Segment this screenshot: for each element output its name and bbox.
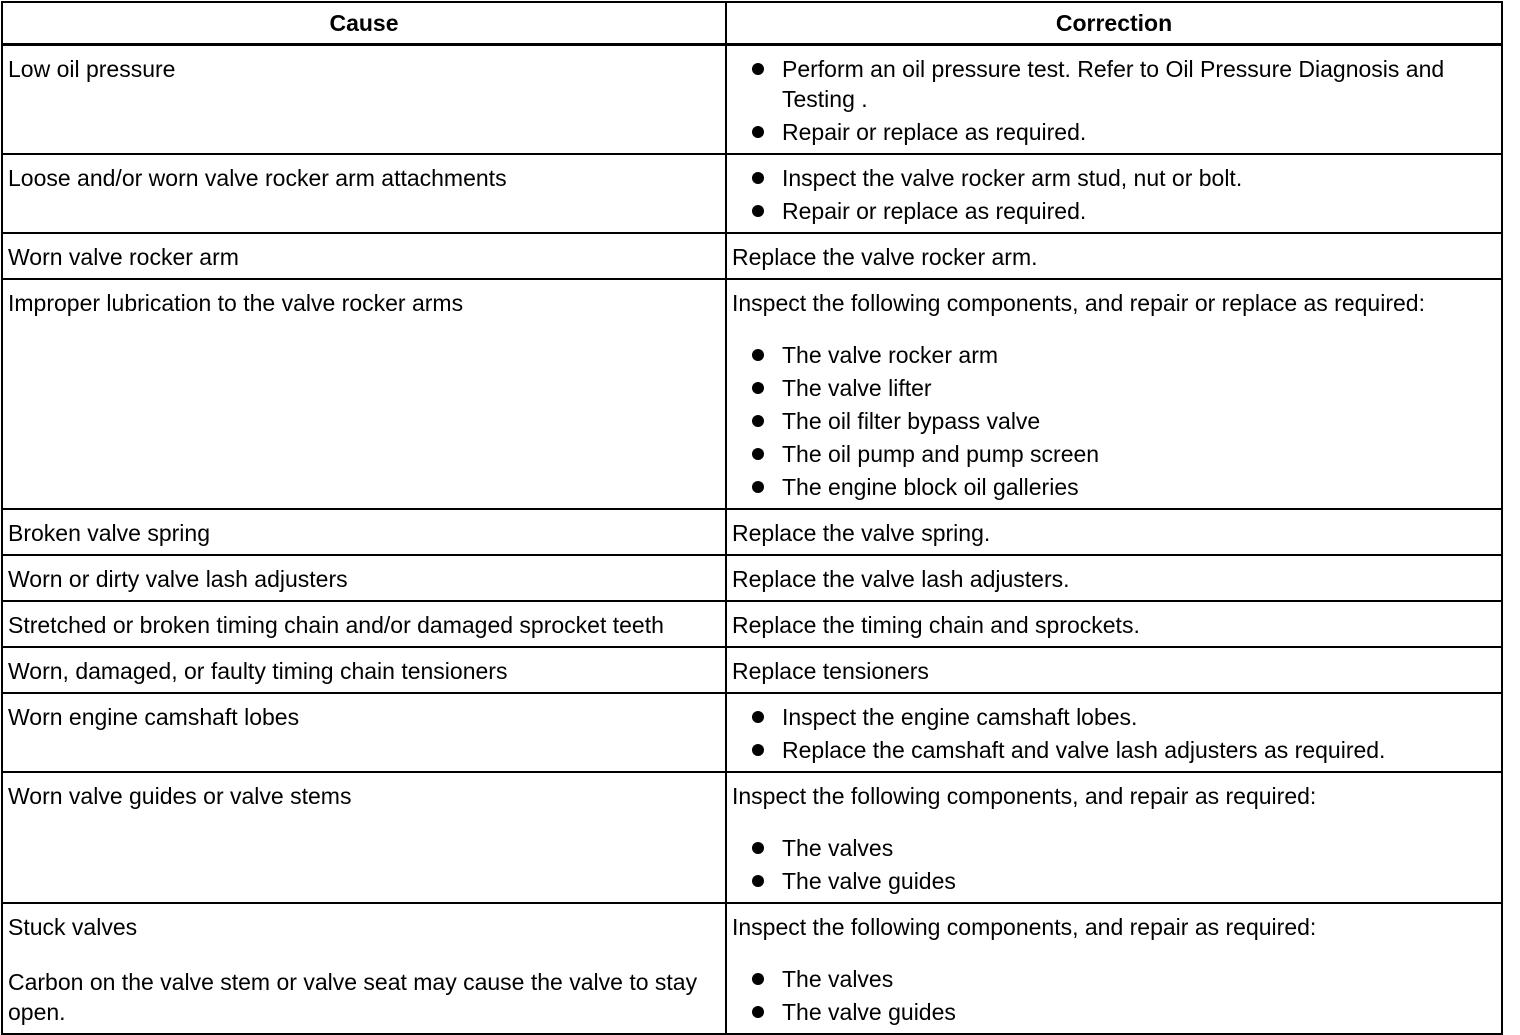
list-item xyxy=(732,163,1496,193)
list-item xyxy=(732,406,1496,436)
cause-text: Worn engine camshaft lobes xyxy=(8,704,300,730)
list-item-text: Repair or replace as required. xyxy=(782,198,1087,224)
correction-list xyxy=(732,702,1496,765)
table-row xyxy=(2,45,1502,155)
cause-cell xyxy=(2,279,726,509)
table-row xyxy=(2,601,1502,647)
bullet-icon xyxy=(752,973,764,985)
list-item-text: Perform an oil pressure test. Refer to Oil Pressure Diagnosis and Testing . xyxy=(782,56,1445,112)
table-row xyxy=(2,772,1502,903)
cause-cell xyxy=(2,154,726,233)
correction-cell xyxy=(726,772,1502,903)
list-item xyxy=(732,439,1496,469)
correction-cell xyxy=(726,154,1502,233)
list-item xyxy=(732,702,1496,732)
list-item-text: Repair or replace as required. xyxy=(782,119,1087,145)
cause-cell xyxy=(2,601,726,647)
correction-list xyxy=(732,340,1496,502)
bullet-icon xyxy=(752,349,764,361)
bullet-icon xyxy=(752,63,764,75)
table-row xyxy=(2,154,1502,233)
list-item-text: The valve lifter xyxy=(782,375,932,401)
list-item xyxy=(732,54,1496,114)
table-row xyxy=(2,509,1502,555)
bullet-icon xyxy=(752,448,764,460)
list-item-text: The valves xyxy=(782,835,894,861)
list-item-text: Inspect the valve rocker arm stud, nut or bolt. xyxy=(782,165,1243,191)
diagnostic-table xyxy=(1,1,1503,1035)
list-item-text: Replace the camshaft and valve lash adjusters as required. xyxy=(782,737,1386,763)
list-item-text: The valves xyxy=(782,966,894,992)
bullet-icon xyxy=(752,382,764,394)
list-item xyxy=(732,964,1496,994)
correction-cell xyxy=(726,601,1502,647)
cause-text: Stuck valves xyxy=(8,914,138,940)
correction-list xyxy=(732,54,1496,147)
cause-cell xyxy=(2,45,726,155)
list-item-text: The engine block oil galleries xyxy=(782,474,1079,500)
bullet-icon xyxy=(752,711,764,723)
header-row xyxy=(2,2,1502,45)
table-row xyxy=(2,903,1502,1034)
cause-text: Worn or dirty valve lash adjusters xyxy=(8,566,348,592)
cause-cell xyxy=(2,647,726,693)
correction-text: Inspect the following components, and repair as required: xyxy=(732,914,1317,940)
list-item xyxy=(732,373,1496,403)
cause-text: Improper lubrication to the valve rocker arms xyxy=(8,290,464,316)
correction-text: Replace the valve spring. xyxy=(732,520,991,546)
correction-column-header: Correction xyxy=(726,2,1502,45)
correction-cell xyxy=(726,647,1502,693)
list-item-text: The valve guides xyxy=(782,999,956,1025)
list-item xyxy=(732,340,1496,370)
correction-cell xyxy=(726,45,1502,155)
list-item-text: The oil filter bypass valve xyxy=(782,408,1041,434)
table-row xyxy=(2,279,1502,509)
cause-text: Low oil pressure xyxy=(8,56,176,82)
bullet-icon xyxy=(752,481,764,493)
correction-text: Replace the valve lash adjusters. xyxy=(732,566,1070,592)
cause-text: Stretched or broken timing chain and/or damaged sprocket teeth xyxy=(8,612,664,638)
cause-text: Worn valve guides or valve stems xyxy=(8,783,352,809)
cause-cell xyxy=(2,693,726,772)
list-item xyxy=(732,117,1496,147)
correction-text: Inspect the following components, and repair or replace as required: xyxy=(732,290,1425,316)
table-row xyxy=(2,555,1502,601)
cause-column-header: Cause xyxy=(2,2,726,45)
correction-list xyxy=(732,163,1496,226)
bullet-icon xyxy=(752,205,764,217)
cause-cell xyxy=(2,233,726,279)
bullet-icon xyxy=(752,415,764,427)
bullet-icon xyxy=(752,172,764,184)
bullet-icon xyxy=(752,875,764,887)
cause-text: Loose and/or worn valve rocker arm attachments xyxy=(8,165,507,191)
cause-note: Carbon on the valve stem or valve seat may cause the valve to stay open. xyxy=(8,969,698,1025)
correction-cell xyxy=(726,555,1502,601)
list-item-text: Inspect the engine camshaft lobes. xyxy=(782,704,1138,730)
list-item xyxy=(732,833,1496,863)
list-item xyxy=(732,735,1496,765)
list-item xyxy=(732,866,1496,896)
list-item xyxy=(732,472,1496,502)
cause-text: Broken valve spring xyxy=(8,520,210,546)
list-item-text: The oil pump and pump screen xyxy=(782,441,1100,467)
correction-text: Inspect the following components, and repair as required: xyxy=(732,783,1317,809)
correction-list xyxy=(732,833,1496,896)
cause-text: Worn valve rocker arm xyxy=(8,244,239,270)
bullet-icon xyxy=(752,744,764,756)
correction-cell xyxy=(726,279,1502,509)
correction-text: Replace the valve rocker arm. xyxy=(732,244,1038,270)
correction-text: Replace tensioners xyxy=(732,658,929,684)
correction-cell xyxy=(726,509,1502,555)
bullet-icon xyxy=(752,842,764,854)
cause-cell xyxy=(2,903,726,1034)
cause-cell xyxy=(2,509,726,555)
bullet-icon xyxy=(752,1006,764,1018)
list-item xyxy=(732,196,1496,226)
correction-list xyxy=(732,964,1496,1027)
correction-cell xyxy=(726,693,1502,772)
table-row xyxy=(2,647,1502,693)
table-row xyxy=(2,693,1502,772)
list-item-text: The valve rocker arm xyxy=(782,342,999,368)
correction-cell xyxy=(726,903,1502,1034)
table-body xyxy=(2,45,1502,1035)
cause-cell xyxy=(2,555,726,601)
bullet-icon xyxy=(752,126,764,138)
correction-cell xyxy=(726,233,1502,279)
list-item-text: The valve guides xyxy=(782,868,956,894)
cause-cell xyxy=(2,772,726,903)
cause-text: Worn, damaged, or faulty timing chain tensioners xyxy=(8,658,508,684)
correction-text: Replace the timing chain and sprockets. xyxy=(732,612,1140,638)
table-row xyxy=(2,233,1502,279)
